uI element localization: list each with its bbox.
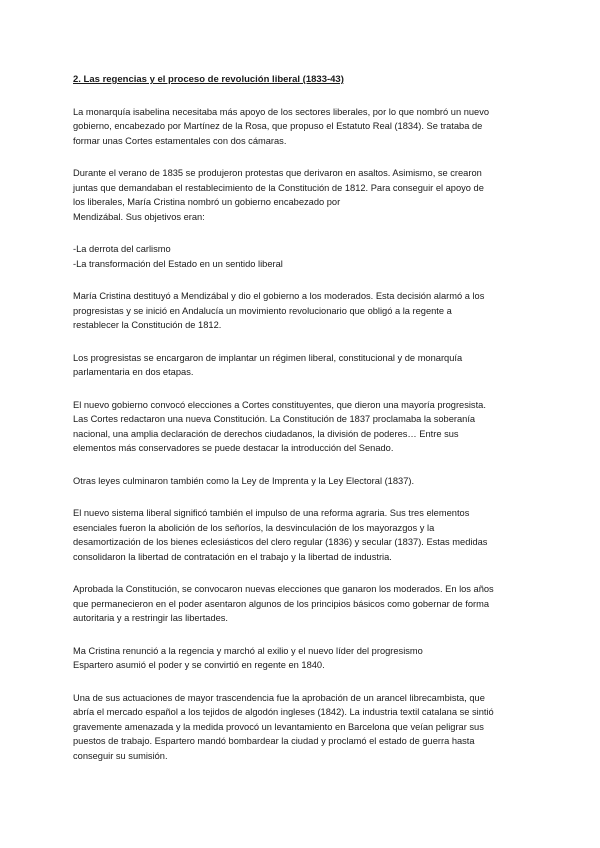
text-line: Aprobada la Constitución, se convocaron nuevas elecciones que ganaron los moderados. En los años	[73, 584, 494, 594]
text-line: Ma Cristina renunció a la regencia y marchó al exilio y el nuevo líder del progresismo	[73, 645, 423, 656]
text-line: Espartero asumió el poder y se convirtió en regente en 1840.	[73, 660, 325, 670]
text-line: gravemente amenazada y la medida provocó un levantamiento en Barcelona que veían peligrar sus	[73, 721, 484, 732]
document-body	[73, 73, 533, 781]
text-line: El nuevo sistema liberal significó también el impulso de una reforma agraria. Sus tres elementos	[73, 508, 470, 518]
paragraph	[73, 506, 533, 564]
text-line: Los progresistas se encargaron de implantar un régimen liberal, constitucional y de monarquía	[73, 352, 463, 363]
text-line: restablecer la Constitución de 1812.	[73, 320, 222, 330]
text-line: que permanecieron en el poder asentaron algunos de los principios básicos como gobernar de forma	[73, 598, 490, 609]
text-line: Las Cortes redactaron una nueva Constitución. La Constitución de 1837 proclamaba la soberanía	[73, 414, 476, 424]
text-line: La monarquía isabelina necesitaba más apoyo de los sectores liberales, por lo que nombró un nuevo	[73, 106, 490, 117]
paragraph	[73, 105, 533, 149]
text-line: Una de sus actuaciones de mayor trascendencia fue la aprobación de un arancel librecambista, que	[73, 692, 485, 703]
text-line: nacional, una amplia declaración de derechos ciudadanos, la división de poderes… Entre sus	[73, 428, 459, 439]
text-line: -La transformación del Estado en un sentido liberal	[73, 258, 283, 269]
text-line: elementos más conservadores se puede destacar la introducción del Senado.	[73, 443, 394, 453]
text-line: El nuevo gobierno convocó elecciones a Cortes constituyentes, que dieron una mayoría progresista.	[73, 399, 486, 410]
paragraph	[73, 691, 533, 764]
text-line: abría el mercado español a los tejidos de algodón ingleses (1842). La industria textil catalana se sintió	[73, 707, 494, 717]
text-line: María Cristina destituyó a Mendizábal y dio el gobierno a los moderados. Esta decisión alarmó a los	[73, 291, 485, 301]
text-line: conseguir su sumisión.	[73, 750, 168, 761]
paragraph	[73, 474, 533, 489]
text-line: Durante el verano de 1835 se produjeron protestas que derivaron en asaltos. Asimismo, se crearon	[73, 168, 482, 178]
text-line: gobierno, encabezado por Martínez de la Rosa, que propuso el Estatuto Real (1834). Se trataba de	[73, 121, 483, 131]
paragraph	[73, 242, 533, 271]
paragraph	[73, 166, 533, 224]
text-line: progresistas y se inició en Andalucía un movimiento revolucionario que obligó a la regente a	[73, 305, 452, 316]
paragraph-list	[73, 105, 533, 764]
paragraph	[73, 289, 533, 333]
text-line: puestos de trabajo. Espartero mandó bombardear la ciudad y proclamó el estado de guerra hasta	[73, 736, 475, 746]
section-title: 2. Las regencias y el proceso de revolución liberal (1833-43)	[73, 74, 344, 85]
text-line: los liberales, María Cristina nombró un gobierno encabezado por	[73, 197, 341, 207]
text-line: formar unas Cortes estamentales con dos cámaras.	[73, 135, 287, 146]
text-line: esenciales fueron la abolición de los señoríos, la desvinculación de los mayorazgos y la	[73, 522, 435, 533]
text-line: -La derrota del carlismo	[73, 244, 171, 254]
text-line: autoritaria y a restringir las libertades.	[73, 613, 229, 623]
paragraph	[73, 582, 533, 626]
paragraph	[73, 644, 533, 673]
paragraph	[73, 398, 533, 456]
text-line: Otras leyes culminaron también como la Ley de Imprenta y la Ley Electoral (1837).	[73, 475, 415, 486]
text-line: parlamentaria en dos etapas.	[73, 367, 194, 377]
paragraph	[73, 351, 533, 380]
text-line: desamortización de los bienes eclesiásticos del clero regular (1836) y secular (1837). Estas medidas	[73, 537, 488, 547]
text-line: consolidaron la libertad de contratación en el trabajo y la libertad de industria.	[73, 551, 392, 562]
text-line: Mendizábal. Sus objetivos eran:	[73, 211, 205, 222]
text-line: juntas que demandaban el restablecimiento de la Constitución de 1812. Para conseguir el apoyo de	[73, 182, 484, 193]
